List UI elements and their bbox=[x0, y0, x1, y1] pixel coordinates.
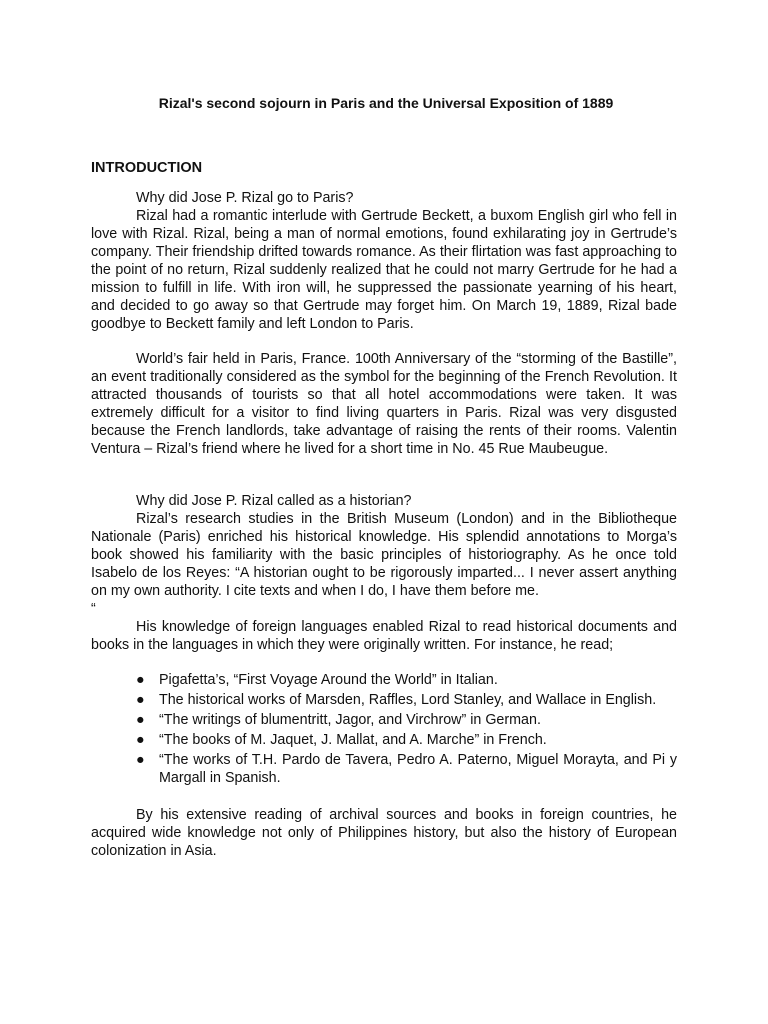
bullet-icon: ● bbox=[136, 692, 145, 708]
document-title: Rizal's second sojourn in Paris and the Universal Exposition of 1889 bbox=[158, 95, 614, 111]
paragraph-spacer bbox=[91, 789, 677, 806]
list-item-text: “The books of M. Jaquet, J. Mallat, and A. Marche” in French. bbox=[159, 732, 547, 748]
paragraph-worlds-fair: World’s fair held in Paris, France. 100th Anniversary of the “storming of the Bastille”, an event traditionally considered as the symbol for the beginning of the French Revolution. It attracted thousands of tourists so that all hotel accommodations were taken. It was extremely difficult for a visitor to find living quarters in Paris. Rizal was very disgusted because the French landlords, take advantage of raising the rents of their rooms. Valentin Ventura – Rizal’s friend where he lived for a short time in No. 45 Rue Maubeugue. bbox=[91, 351, 677, 457]
list-item bbox=[136, 751, 677, 787]
list-item bbox=[136, 711, 677, 729]
list-item bbox=[136, 671, 677, 689]
paragraph-archival-reading: By his extensive reading of archival sources and books in foreign countries, he acquired wide knowledge not only of Philippines history, but also the history of European colonization in Asia. bbox=[91, 807, 677, 859]
bullet-icon: ● bbox=[136, 672, 145, 688]
list-item-text: Pigafetta’s, “First Voyage Around the World” in Italian. bbox=[159, 672, 498, 688]
bullet-icon: ● bbox=[136, 712, 145, 728]
paragraph-foreign-languages: His knowledge of foreign languages enabled Rizal to read historical documents and books in the languages in which they were originally written. For instance, he read; bbox=[91, 619, 677, 653]
reading-list bbox=[91, 671, 677, 787]
list-item-text: “The works of T.H. Pardo de Tavera, Pedro A. Paterno, Miguel Morayta, and Pi y Margall in Spanish. bbox=[159, 752, 677, 786]
paragraph-gertrude-beckett: Rizal had a romantic interlude with Gertrude Beckett, a buxom English girl who fell in love with Rizal. Rizal, being a man of normal emotions, found exhilarating joy in Gertrude’s company. Their friendship drifted towards romance. As their flirtation was fast approaching to the point of no return, Rizal suddenly realized that he could not marry Gertrude for he had a mission to fulfill in life. With iron will, he suppressed the passionate yearning of his heart, and decided to go away so that Gertrude may forget him. On March 19, 1889, Rizal bade goodbye to Beckett family and left London to Paris. bbox=[91, 208, 677, 332]
bullet-icon: ● bbox=[136, 752, 145, 768]
closing-quote-mark: “ bbox=[91, 601, 96, 617]
list-item-text: The historical works of Marsden, Raffles, Lord Stanley, and Wallace in English. bbox=[159, 692, 657, 708]
list-item bbox=[136, 691, 677, 709]
paragraph-spacer bbox=[91, 333, 677, 350]
bullet-icon: ● bbox=[136, 732, 145, 748]
paragraph-spacer bbox=[91, 654, 677, 671]
list-item-text: “The writings of blumentritt, Jagor, and Virchrow” in German. bbox=[159, 712, 541, 728]
list-item bbox=[136, 731, 677, 749]
paragraph-spacer bbox=[91, 458, 677, 492]
paragraph-research-studies: Rizal’s research studies in the British Museum (London) and in the Bibliotheque Nationale (Paris) enriched his historical knowledge. His splendid annotations to Morga’s book showed his familiarity with the basic principles of historiography. As he once told Isabelo de los Reyes: “A historian ought to be rigorously imparted... I never assert anything on my own authority. I cite texts and when I do, I have them before me. bbox=[91, 511, 677, 599]
question-historian: Why did Jose P. Rizal called as a historian? bbox=[136, 493, 412, 509]
section-heading-introduction: INTRODUCTION bbox=[91, 160, 203, 176]
question-paris: Why did Jose P. Rizal go to Paris? bbox=[136, 190, 354, 206]
